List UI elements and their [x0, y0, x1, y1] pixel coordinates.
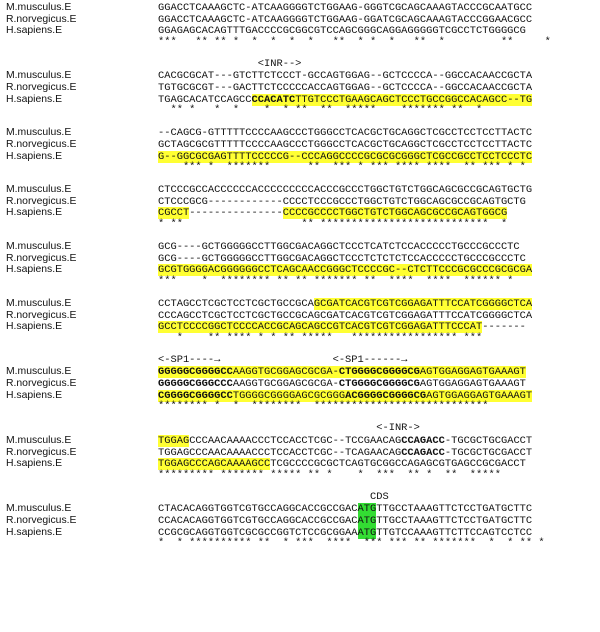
sequence-segment: AGTGGAGGAGTGAAAGT	[419, 378, 526, 391]
feature-annotation: <-SP1----→ <-SP1------→	[158, 353, 408, 366]
sequence-segment: CTCCCGCG------------CCCCTCCCGCCCTGGCTGTCTGGCAGCGCCGCAGTGCTG	[158, 195, 526, 208]
sequence-row	[6, 196, 551, 208]
sequence-alignment	[6, 2, 551, 560]
sequence-segment: TGGGGCGGGGAGCGCGGG	[232, 389, 346, 402]
sequence-segment: -TGCGCTGCGACCT	[444, 434, 533, 447]
annotation-row	[6, 355, 551, 367]
sequence-segment: CGCCT	[158, 207, 190, 220]
sequence-segment: ACGGGGCGGGGCG	[345, 389, 427, 402]
sequence-row	[6, 82, 551, 94]
sequence-segment: TTGTCCCTGAAGCAGCTCCCTGCCGGCCACAGCC--TG	[295, 93, 533, 106]
alignment-block	[6, 241, 551, 287]
sequence-row	[6, 241, 551, 253]
species-name: H.sapiens.E	[6, 526, 63, 538]
sequence-row	[6, 127, 551, 139]
species-name: H.sapiens.E	[6, 150, 63, 162]
alignment-block	[6, 59, 551, 117]
sequence-segment: TGGAG	[158, 434, 190, 447]
sequence-row	[6, 310, 551, 322]
sequence-row	[6, 447, 551, 459]
sequence-segment: GCGTGGGGACGGGGGGCCTCAGCAACCGGGCTCCCCGC--CTCTTCCCGCGCCCGCGCGA	[158, 264, 533, 277]
conservation-marks: ********* ******* ***** ** * * *** ** * ** *****	[158, 468, 501, 481]
conservation-marks: *** * ******* ** *** * *** **** **** ** *** * *	[158, 161, 526, 174]
sequence-segment: CCTAGCCTCGCTCCTCGCTGCCGCA	[158, 297, 314, 310]
alignment-block	[6, 127, 551, 173]
sequence-segment: ATG	[357, 503, 377, 516]
species-name: M.musculus.E	[6, 503, 72, 515]
species-name: H.sapiens.E	[6, 25, 63, 37]
sequence-segment: -TGCGCTGCGACCT	[444, 446, 533, 459]
consensus-row	[6, 37, 551, 49]
species-name: R.norvegicus.E	[6, 309, 77, 321]
species-name: M.musculus.E	[6, 184, 72, 196]
sequence-segment: ATG	[357, 526, 377, 539]
species-name: M.musculus.E	[6, 434, 72, 446]
species-name: H.sapiens.E	[6, 207, 63, 219]
conservation-marks: * ** ** *************************** *	[158, 218, 508, 230]
species-name: R.norvegicus.E	[6, 252, 77, 264]
sequence-segment: ATG	[357, 514, 377, 527]
annotation-row	[6, 492, 551, 504]
alignment-block	[6, 2, 551, 48]
species-name: R.norvegicus.E	[6, 82, 77, 94]
sequence-segment: AGTGGAGGAGTGAAAGT	[426, 389, 533, 402]
sequence-segment: TGGAGCCCAGCAAAAGCC	[158, 458, 271, 471]
alignment-block	[6, 184, 551, 230]
species-name: R.norvegicus.E	[6, 514, 77, 526]
species-name: R.norvegicus.E	[6, 195, 77, 207]
species-name: M.musculus.E	[6, 127, 72, 139]
species-name: M.musculus.E	[6, 2, 72, 13]
sequence-row	[6, 378, 551, 390]
alignment-block	[6, 355, 551, 413]
sequence-row	[6, 14, 551, 26]
sequence-row	[6, 435, 551, 447]
sequence-segment: CCCCGCCCCTGGCTGTCTGGCAGCGCCGCAGTGGCG	[282, 207, 508, 220]
conservation-marks: *** ** ** * * * * * ** * * * ** * ** *	[158, 35, 551, 48]
consensus-row	[6, 333, 551, 345]
sequence-segment: AAGGTGCGGAGCGCGA-	[232, 378, 339, 391]
sequence-segment: CGGGGCGGGGCC	[158, 389, 233, 402]
sequence-row	[6, 70, 551, 82]
sequence-row	[6, 366, 551, 378]
sequence-segment: CCGCGCAGGTGGTCGCGCCGGTCTCCGCGGAA	[158, 526, 358, 539]
feature-annotation: <INR-->	[158, 57, 302, 70]
annotation-row	[6, 59, 551, 71]
sequence-row	[6, 298, 551, 310]
sequence-segment: TTGCCTAAAGTTCTCCTGATGCTTC	[376, 503, 533, 516]
sequence-segment: GGGGGCGGGCCC	[158, 378, 233, 391]
species-name: R.norvegicus.E	[6, 446, 77, 458]
sequence-segment: CTCCCGCCACCCCCCACCCCCCCCCACCCGCCCTGGCTGTCTGGCAGCGCCGCAGTGCTG	[158, 184, 533, 197]
sequence-segment: GGACCTCAAAGCTC-ATCAAGGGGTCTGGAAG-GGGTCGCAGCAAAGTACCCGCAATGCC	[158, 2, 533, 14]
sequence-segment: TGTGCGCGT---GACTTCTCCCCCACCAGTGGAG--GCTCCCCA--GGCCACAACCGCTA	[158, 82, 533, 95]
sequence-segment: GCGATCACGTCGTCGGAGATTTCCATCGGGGCTCA	[313, 297, 533, 310]
species-name: R.norvegicus.E	[6, 138, 77, 150]
annotation-row	[6, 423, 551, 435]
species-name: M.musculus.E	[6, 297, 72, 309]
species-name: H.sapiens.E	[6, 321, 63, 333]
sequence-row	[6, 184, 551, 196]
sequence-segment: CCAGACC	[401, 434, 445, 447]
sequence-segment: AAGGTGCGGAGCGCGA-	[232, 366, 339, 379]
sequence-row	[6, 515, 551, 527]
sequence-segment: CCAGACC	[401, 446, 445, 459]
alignment-block	[6, 298, 551, 344]
species-name: R.norvegicus.E	[6, 378, 77, 390]
feature-annotation: CDS	[158, 490, 389, 503]
sequence-segment: G--GGCGCGAGTTTTCCCCCG--CCCAGGCCCCGCGCGCGGGCTCGCCGCCTCCTCCCTC	[158, 150, 533, 163]
sequence-segment: GCCTCCCCGGCTCCCCACCGCAGCAGCCGTCACGTCGTCGGAGATTTCCCAT	[158, 321, 483, 334]
sequence-segment: GGACCTCAAAGCTC-ATCAAGGGGTCTGGAAG-GGATCGCAGCAAAGTACCCGGAACGCC	[158, 13, 533, 26]
conservation-marks: * ** **** * * ** ***** ***************** ***	[158, 331, 483, 344]
sequence-row	[6, 2, 551, 14]
consensus-row	[6, 538, 551, 550]
species-name: R.norvegicus.E	[6, 13, 77, 25]
consensus-row	[6, 162, 551, 174]
sequence-segment: GGGGGCGGGGCC	[158, 366, 233, 379]
sequence-segment: AGTGGAGGAGTGAAAGT	[419, 366, 526, 379]
sequence-segment: CCCAGCCTCGCTCCTCGCTGCCGCAGCGATCACGTCGTCGGAGATTTCCATCGGGGCTCA	[158, 309, 533, 322]
sequence-segment: CTACACAGGTGGTCGTGCCAGGCACCGCCGAC	[158, 503, 358, 516]
alignment-block	[6, 492, 551, 550]
sequence-row	[6, 503, 551, 515]
sequence-segment: CCACATC	[251, 93, 296, 106]
sequence-segment: --CAGCG-GTTTTTCCCCAAGCCCTGGGCCTCACGCTGCAGGCTCGCCTCCTCCTTACTC	[158, 127, 533, 140]
consensus-row	[6, 470, 551, 482]
sequence-row	[6, 139, 551, 151]
species-name: M.musculus.E	[6, 366, 72, 378]
conservation-marks: ** * * * * * ** ** ***** ******* ** *	[158, 104, 483, 117]
feature-annotation: <-INR->	[158, 422, 420, 435]
sequence-segment: -------	[482, 321, 526, 334]
sequence-segment: TCGCCCCGCGCTCAGTGCGGCCAGAGCGTGAGCCGCGACCT	[270, 458, 526, 471]
conservation-marks: ******** * * ******** ****************************	[158, 400, 489, 413]
consensus-row	[6, 276, 551, 288]
sequence-segment: TTGCCTAAAGTTCTCCTGATGCTTC	[376, 514, 533, 527]
sequence-segment: CACGCGCAT---GTCTTCTCCCT-GCCAGTGGAG--GCTCCCCA--GGCCACAACCGCTA	[158, 70, 533, 83]
species-name: H.sapiens.E	[6, 93, 63, 105]
conservation-marks: *** * ******** ** ** ******* ** **** **** ****** *	[158, 274, 514, 287]
species-name: H.sapiens.E	[6, 389, 63, 401]
consensus-row	[6, 219, 551, 231]
sequence-segment: GCG----GCTGGGGGCCTTGGCGACAGGCTCCCTCTCTCTCCACCCCCTGCCCGCCCTC	[158, 252, 526, 265]
sequence-segment: TGGAGCCCAACAAAACCCTCCACCTCGC--TCAGAACAG	[158, 446, 402, 459]
sequence-segment: TTGTCCAAAGTTCTTCCAGTCCTCC	[376, 526, 533, 539]
species-name: H.sapiens.E	[6, 458, 63, 470]
species-name: M.musculus.E	[6, 241, 72, 253]
sequence-segment: ---------------	[189, 207, 283, 220]
sequence-segment: GCG----GCTGGGGGCCTTGGCGACAGGCTCCCTCATCTCCACCCCCTGCCCGCCCTC	[158, 241, 520, 254]
sequence-segment: TGAGCACATCCAGCC	[158, 93, 252, 106]
sequence-segment: CCACACAGGTGGTCGTGCCAGGCACCGCCGAC	[158, 514, 358, 527]
species-name: M.musculus.E	[6, 70, 72, 82]
sequence-row	[6, 253, 551, 265]
consensus-row	[6, 105, 551, 117]
sequence-segment: CTGGGGCGGGGCG	[338, 366, 420, 379]
conservation-marks: * * ********** ** * *** **** *** *** ** ******* * * ** *	[158, 537, 545, 550]
species-name: H.sapiens.E	[6, 264, 63, 276]
sequence-segment: GCTAGCGCGTTTTTCCCCAAGCCCTGGGCCTCACGCTGCAGGCTCGCCTCCTCCTTACTC	[158, 138, 533, 151]
consensus-row	[6, 401, 551, 413]
alignment-block	[6, 423, 551, 481]
sequence-segment: CCCAACAAAACCCTCCACCTCGC--TCCGAACAG	[189, 434, 402, 447]
sequence-segment: CTGGGGCGGGGCG	[338, 378, 420, 391]
sequence-segment: GGAGAGCACAGTTTGACCCCGCGGCGTCCAGCGGGCAGGAGGGGGTCGCCTCTGGGGCG	[158, 25, 526, 38]
